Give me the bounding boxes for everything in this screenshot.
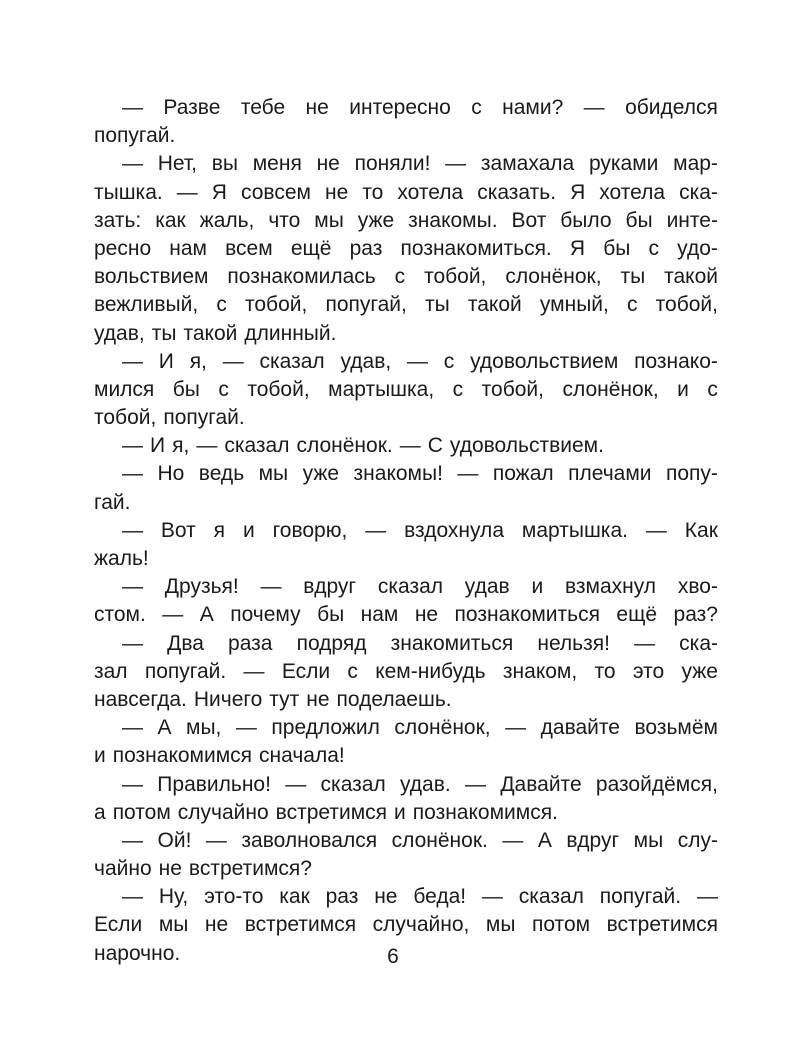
- text-line: мился бы с тобой, мартышка, с тобой, слонёнок, и с: [94, 377, 718, 401]
- paragraph-first-line: — Нет, вы меня не поняли! — замахала руками мар-: [122, 152, 718, 176]
- paragraph-first-line: — И я, — сказал удав, — с удовольствием познако-: [122, 349, 718, 373]
- paragraph-first-line: — Два раза подряд знакомиться нельзя! — ска-: [122, 631, 718, 655]
- text-line: тышка. — Я совсем не то хотела сказать. Я хотела ска-: [94, 180, 718, 204]
- text-line: и познакомимся сначала!: [94, 744, 345, 768]
- paragraph-first-line: — Но ведь мы уже знакомы! — пожал плечами попу-: [122, 462, 718, 486]
- body-text: [94, 94, 718, 968]
- text-line: чайно не встретимся?: [94, 857, 312, 881]
- text-line: навсегда. Ничего тут не поделаешь.: [94, 687, 452, 711]
- paragraph-first-line: — Ну, это-то как раз не беда! — сказал попугай. —: [122, 885, 718, 909]
- text-line: жаль!: [94, 547, 149, 570]
- paragraph-first-line: — Разве тебе не интересно с нами? — обиделся: [122, 96, 718, 119]
- paragraph-first-line: — А мы, — предложил слонёнок, — давайте возьмём: [122, 716, 718, 740]
- text-line: попугай.: [94, 124, 176, 148]
- text-line: тобой, попугай.: [94, 406, 245, 430]
- paragraph-first-line: — Ой! — заволновался слонёнок. — А вдруг мы слу-: [122, 828, 718, 852]
- text-line: нарочно.: [94, 941, 181, 965]
- text-line: вольствием познакомилась с тобой, слонёнок, ты такой: [94, 265, 718, 289]
- text-line: удав, ты такой длинный.: [94, 321, 337, 345]
- page-number: 6: [387, 945, 399, 968]
- text-line: зал попугай. — Если с кем-нибудь знаком, то это уже: [94, 659, 718, 683]
- text-line: ресно нам всем ещё раз познакомиться. Я бы с удо-: [94, 236, 718, 260]
- text-line: а потом случайно встретимся и познакомимся.: [94, 800, 558, 824]
- text-line: вежливый, с тобой, попугай, ты такой умный, с тобой,: [94, 293, 718, 317]
- text-line: Если мы не встретимся случайно, мы потом встретимся: [94, 913, 718, 937]
- paragraph-first-line: — Друзья! — вдруг сказал удав и взмахнул хво-: [122, 575, 718, 599]
- paragraph-first-line: — И я, — сказал слонёнок. — С удовольствием.: [122, 434, 604, 458]
- paragraph-first-line: — Правильно! — сказал удав. — Давайте разойдёмся,: [122, 772, 718, 796]
- text-line: стом. — А почему бы нам не познакомиться ещё раз?: [94, 603, 718, 627]
- text-line: гай.: [94, 490, 131, 514]
- paragraph-first-line: — Вот я и говорю, — вздохнула мартышка. — Как: [122, 518, 718, 542]
- text-line: зать: как жаль, что мы уже знакомы. Вот было бы инте-: [94, 208, 718, 232]
